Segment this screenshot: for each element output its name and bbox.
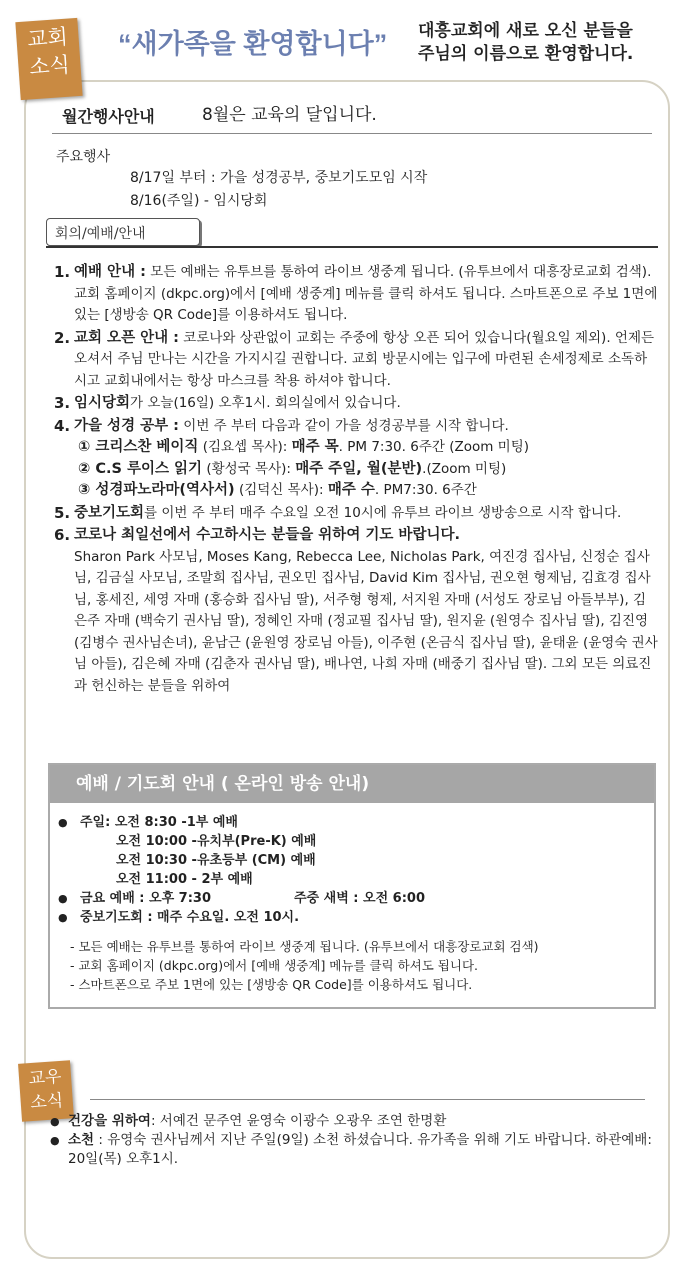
class-details: .(Zoom 미팅) [422, 460, 507, 477]
divider [52, 133, 652, 134]
friday-service-text: 금요 예배 : 오후 7:30 [80, 891, 211, 906]
congregation-item [50, 1112, 668, 1131]
notice-item [54, 416, 658, 502]
monthly-events-label: 월간행사안내 [62, 107, 155, 126]
notice-number: 1. [54, 263, 71, 281]
schedule-note: - 교회 홈페이지 (dkpc.org)에서 [예배 생중계] 메뉴를 클릭 하셔도 됩니다. [70, 958, 479, 973]
tag-line: 소식 [29, 1090, 64, 1114]
church-news-tag [15, 18, 82, 100]
congregation-news-list [50, 1112, 668, 1169]
notice-item [54, 262, 658, 327]
notices-tab-label: 회의/예배/안내 [55, 226, 146, 242]
notice-number: 2. [54, 328, 71, 347]
divider [90, 1099, 645, 1100]
tag-line: 교우 [27, 1066, 63, 1090]
notice-text: 코로나와 상관없이 교회는 주중에 항상 오픈 되어 있습니다(월요일 제외). 언제든 오셔서 주님 만나는 시간을 가지시길 권합니다. 교회 방문시에는 입구에 마련된 손세정제로 소독하시고 교회내에서는 항상 마스크를 착용 하셔야 합니다. [74, 329, 655, 389]
tag-line: 교회 [26, 24, 69, 52]
schedule-body [50, 803, 654, 994]
notice-text: 가 오늘(16일) 오후1시. 회의실에서 있습니다. [130, 395, 401, 411]
dawn-service-text: 주중 새벽 : 오전 6:00 [294, 891, 425, 906]
notice-item [54, 393, 658, 415]
notice-heading: 임시당회 [74, 395, 131, 411]
notice-text: 모든 예배는 유투브를 통하여 라이브 생중계 됩니다. (유투브에서 대흥장로교회 검색). 교회 홈페이지 (dkpc.org)에서 [예배 생중계] 메뉴를 클릭 하셔도 됩니다. 스마트폰으로 주보 1면에 있는 [생방송 QR Code]를 이용하셔도 됩니다. [74, 264, 658, 323]
congregation-item [50, 1131, 668, 1169]
notice-number: 6. [54, 526, 71, 544]
sunday-service-item: 오전 10:00 -유치부(Pre-K) 예배 [116, 834, 317, 849]
notice-text: 이번 주 부터 다음과 같이 가을 성경공부를 시작 합니다. [178, 417, 509, 434]
welcome-subtitle-line: 주님의 이름으로 환영합니다. [418, 44, 634, 64]
notice-heading: 예배 안내 : [74, 264, 146, 280]
class-title: ③ 성경파노라마(역사서) [78, 482, 235, 498]
event-item: 8/16(주일) - 임시당회 [130, 193, 268, 209]
class-teacher: (황성국 목사): [202, 460, 296, 477]
notice-text: 를 이번 주 부터 매주 수요일 오전 10시에 유투브 라이브 생방송으로 시작 합니다. [144, 504, 622, 521]
notice-heading: 중보기도회 [74, 504, 145, 521]
worship-schedule-box [48, 763, 656, 1009]
notice-number: 4. [54, 416, 71, 435]
notice-number: 5. [54, 503, 71, 522]
schedule-note: - 스마트폰으로 주보 1면에 있는 [생방송 QR Code]를 이용하셔도 됩니다. [70, 977, 473, 992]
class-when: 매주 주일, 월(분반) [295, 460, 423, 477]
notice-number: 3. [54, 394, 71, 412]
tag-line: 소식 [28, 52, 71, 80]
notice-heading: 코로나 최일선에서 수고하시는 분들을 위하여 기도 바랍니다. [74, 527, 460, 543]
schedule-title: 예배 / 기도회 안내 ( 온라인 방송 안내) [50, 765, 654, 803]
prayer-names: Sharon Park 사모님, Moses Kang, Rebecca Lee, Nicholas Park, 여진경 집사님, 신정순 집사님, 김금실 사모님, 조말희 집사님, 권오민 집사님, David Kim 집사님, 권오현 형제님, 김효경 집사님, 홍세진, 세영 자매 (홍승화 집사님 딸), 서주형 형제, 서지원 자매 (서성도 장로님 아들부부), 김은주 자매 (백숙기 권사님 딸), 정혜인 자매 (정교필 집사님 딸), 원지윤 (원영수 집사님 딸), 김진영 (김병수 권사님손녀), 윤남근 (윤원영 장로님 아들), 이주현 (온금식 집사님 딸), 윤태윤 (윤영숙 권사님 아들), 김은혜 자매 (김춘자 권사님 딸), 배나연, 나희 자매 (배중기 집사님 딸). 그외 모든 의료진과 헌신하는 분들을 위하여 [74, 548, 658, 694]
congregation-text: : 유영숙 권사님께서 지난 주일(9일) 소천 하셨습니다. 유가족을 위해 기도 바랍니다. 하관예배: 20일(목) 오후1시. [68, 1132, 652, 1167]
congregation-heading: 소천 [68, 1132, 95, 1148]
bible-class [74, 459, 658, 481]
notices-tab [46, 218, 200, 246]
notice-heading: 가을 성경 공부 : [74, 417, 179, 434]
notice-item [54, 328, 658, 393]
events-title: 주요행사 [56, 149, 111, 165]
welcome-subtitle [418, 20, 633, 66]
notice-heading: 교회 오픈 안내 : [74, 329, 179, 346]
welcome-subtitle-line: 대흥교회에 새로 오신 분들을 [418, 21, 633, 41]
class-when: 매주 수 [327, 482, 375, 498]
welcome-title: “새가족을 환영합니다” [118, 29, 388, 59]
notice-item [54, 503, 658, 525]
congregation-heading: 건강을 위하여 [68, 1113, 151, 1129]
sunday-service: ● 주일: 오전 8:30 -1부 예배 [56, 813, 654, 832]
friday-service [56, 889, 654, 908]
bible-class [74, 480, 658, 502]
class-details: . PM 7:30. 6주간 (Zoom 미팅) [338, 439, 530, 455]
class-when: 매주 목 [291, 439, 339, 455]
sunday-service-item: 오전 11:00 - 2부 예배 [116, 872, 253, 887]
intercessory-prayer: ● 중보기도회 : 매주 수요일. 오전 10시. [56, 908, 654, 927]
class-teacher: (김요셉 목사): [198, 439, 292, 455]
sunday-service-item: 오전 10:30 -유초등부 (CM) 예배 [116, 853, 316, 868]
event-item: 8/17일 부터 : 가을 성경공부, 중보기도모임 시작 [130, 170, 428, 186]
class-details: . PM7:30. 6주간 [374, 482, 477, 498]
notice-list [54, 262, 658, 698]
congregation-text: : 서예건 문주연 윤영숙 이광수 오광우 조연 한명환 [150, 1113, 447, 1129]
monthly-theme: 8월은 교육의 달입니다. [202, 105, 377, 125]
class-teacher: (김덕신 목사): [234, 482, 328, 498]
divider [46, 246, 658, 248]
class-title: ② C.S 루이스 읽기 [78, 460, 203, 477]
schedule-note: - 모든 예배는 유투브를 통하여 라이브 생중계 됩니다. (유투브에서 대흥장로교회 검색) [70, 939, 539, 954]
bible-class [74, 437, 658, 459]
class-title: ① 크리스찬 베이직 [78, 439, 199, 455]
notice-item [54, 525, 658, 697]
